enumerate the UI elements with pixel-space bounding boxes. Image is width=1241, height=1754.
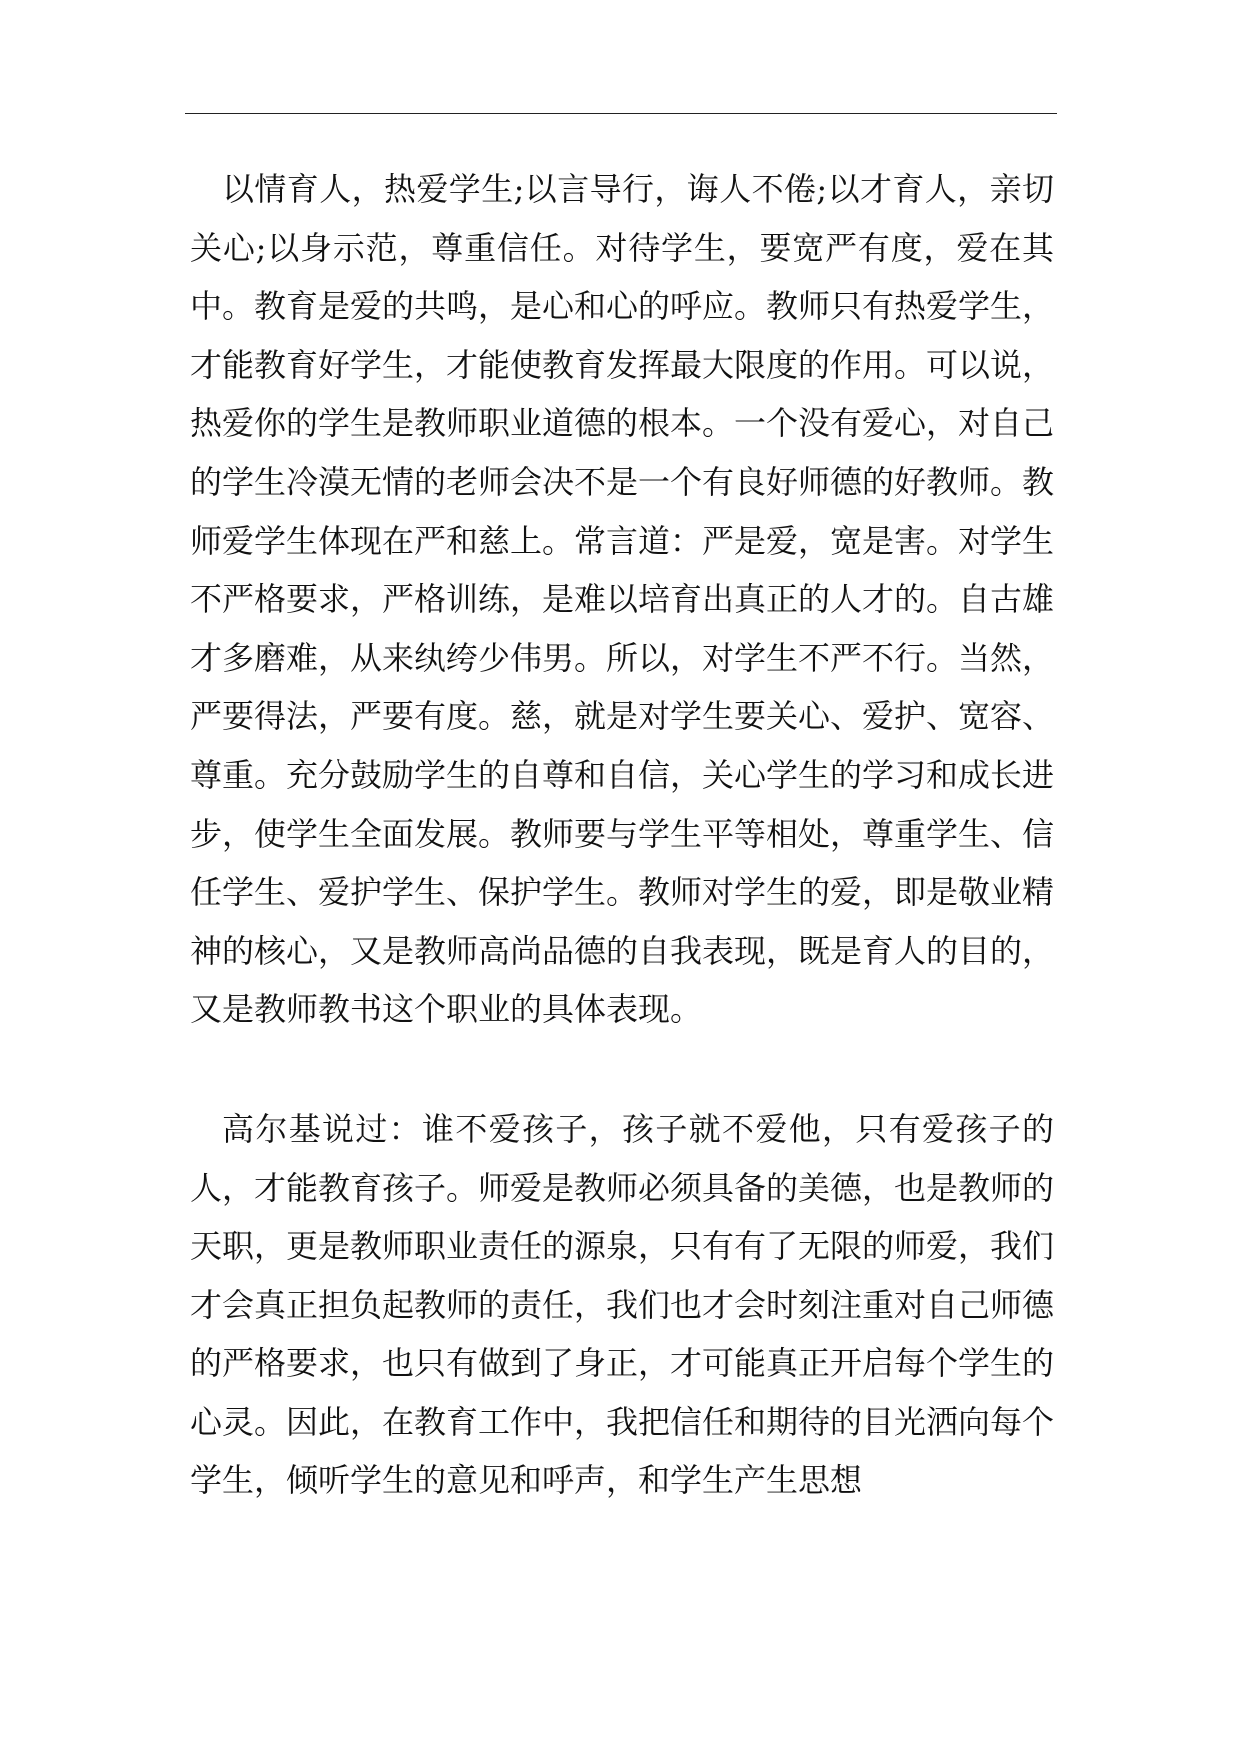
paragraph: 以情育人，热爱学生;以言导行，诲人不倦;以才育人，亲切关心;以身示范，尊重信任。对待学生，要宽严有度，爱在其中。教育是爱的共鸣，是心和心的呼应。教师只有热爱学生，才能教育好学生，才能使教育发挥最大限度的作用。可以说，热爱你的学生是教师职业道德的根本。一个没有爱心，对自己的学生冷漠无情的老师会决不是一个有良好师德的好教师。教师爱学生体现在严和慈上。常言道：严是爱，宽是害。对学生不严格要求，严格训练，是难以培育出真正的人才的。自古雄才多磨难，从来纨绔少伟男。所以，对学生不严不行。当然，严要得法，严要有度。慈，就是对学生要关心、爱护、宽容、尊重。充分鼓励学生的自尊和自信，关心学生的学习和成长进步，使学生全面发展。教师要与学生平等相处，尊重学生、信任学生、爱护学生、保护学生。教师对学生的爱，即是敬业精神的核心，又是教师高尚品德的自我表现，既是育人的目的，又是教师教书这个职业的具体表现。: [190, 170, 1055, 1029]
paragraph: 高尔基说过：谁不爱孩子，孩子就不爱他，只有爱孩子的人，才能教育孩子。师爱是教师必须具备的美德，也是教师的天职，更是教师职业责任的源泉，只有有了无限的师爱，我们才会真正担负起教师的责任，我们也才会时刻注重对自己师德的严格要求，也只有做到了身正，才可能真正开启每个学生的心灵。因此，在教育工作中，我把信任和期待的目光洒向每个学生，倾听学生的意见和呼声，和学生产生思想: [190, 1109, 1055, 1500]
header-rule: [185, 113, 1057, 114]
body-text: [190, 160, 1054, 1510]
